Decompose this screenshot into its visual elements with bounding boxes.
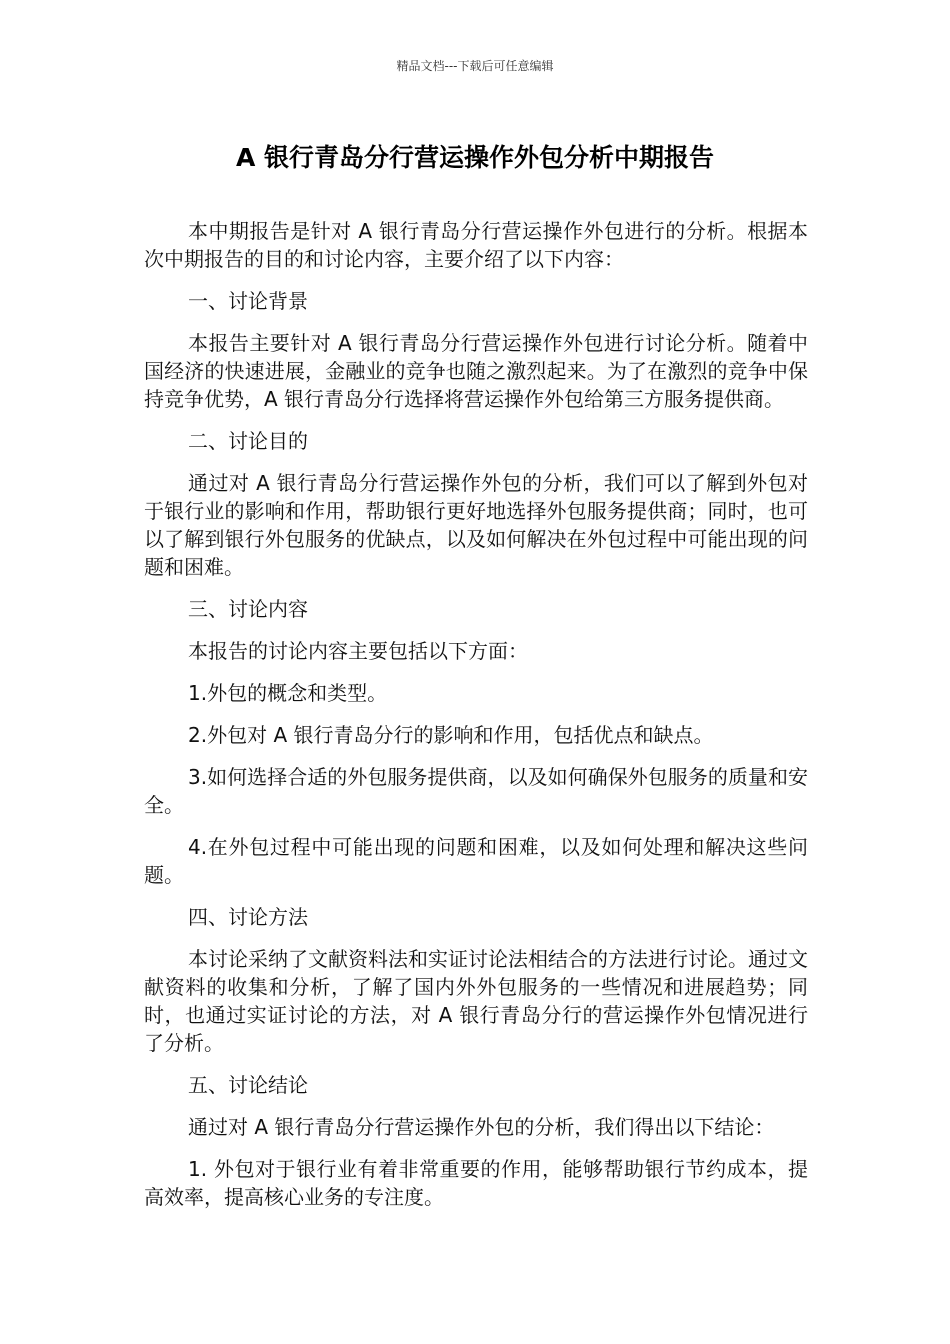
method-paragraph: 本讨论采纳了文献资料法和实证讨论法相结合的方法进行讨论。通过文献资料的收集和分析，了解了国内外外包服务的一些情况和进展趋势；同时，也通过实证讨论的方法，对 A 银行青岛分行的营运操作外包情况进行了分析。 [144, 947, 808, 1055]
document-body [144, 217, 808, 1225]
content-item-2: 2.外包对 A 银行青岛分行的影响和作用，包括优点和缺点。 [188, 723, 714, 747]
purpose-paragraph: 通过对 A 银行青岛分行营运操作外包的分析，我们可以了解到外包对于银行业的影响和作用，帮助银行更好地选择外包服务提供商；同时，也可以了解到银行外包服务的优缺点，以及如何解决在外包过程中可能出现的问题和困难。 [144, 471, 808, 579]
background-paragraph: 本报告主要针对 A 银行青岛分行营运操作外包进行讨论分析。随着中国经济的快速进展，金融业的竞争也随之激烈起来。为了在激烈的竞争中保持竞争优势，A 银行青岛分行选择将营运操作外包给第三方服务提供商。 [144, 331, 808, 411]
section-heading-content: 三、讨论内容 [188, 597, 308, 621]
page-header-note: 精品文档---下载后可任意编辑 [396, 59, 554, 73]
intro-paragraph: 本中期报告是针对 A 银行青岛分行营运操作外包进行的分析。根据本次中期报告的目的和讨论内容，主要介绍了以下内容： [144, 219, 808, 271]
content-intro-paragraph: 本报告的讨论内容主要包括以下方面： [188, 639, 528, 663]
conclusion-item-1: 1. 外包对于银行业有着非常重要的作用，能够帮助银行节约成本，提高效率，提高核心业务的专注度。 [144, 1157, 808, 1209]
section-heading-purpose: 二、讨论目的 [188, 429, 308, 453]
content-item-3: 3.如何选择合适的外包服务提供商，以及如何确保外包服务的质量和安全。 [144, 765, 808, 817]
conclusion-intro-paragraph: 通过对 A 银行青岛分行营运操作外包的分析，我们得出以下结论： [188, 1115, 775, 1139]
section-heading-background: 一、讨论背景 [188, 289, 308, 313]
content-item-1: 1.外包的概念和类型。 [188, 681, 388, 705]
section-heading-conclusion: 五、讨论结论 [188, 1073, 308, 1097]
content-item-4: 4.在外包过程中可能出现的问题和困难，以及如何处理和解决这些问题。 [144, 835, 808, 887]
section-heading-method: 四、讨论方法 [188, 905, 308, 929]
document-title: A 银行青岛分行营运操作外包分析中期报告 [235, 143, 715, 172]
